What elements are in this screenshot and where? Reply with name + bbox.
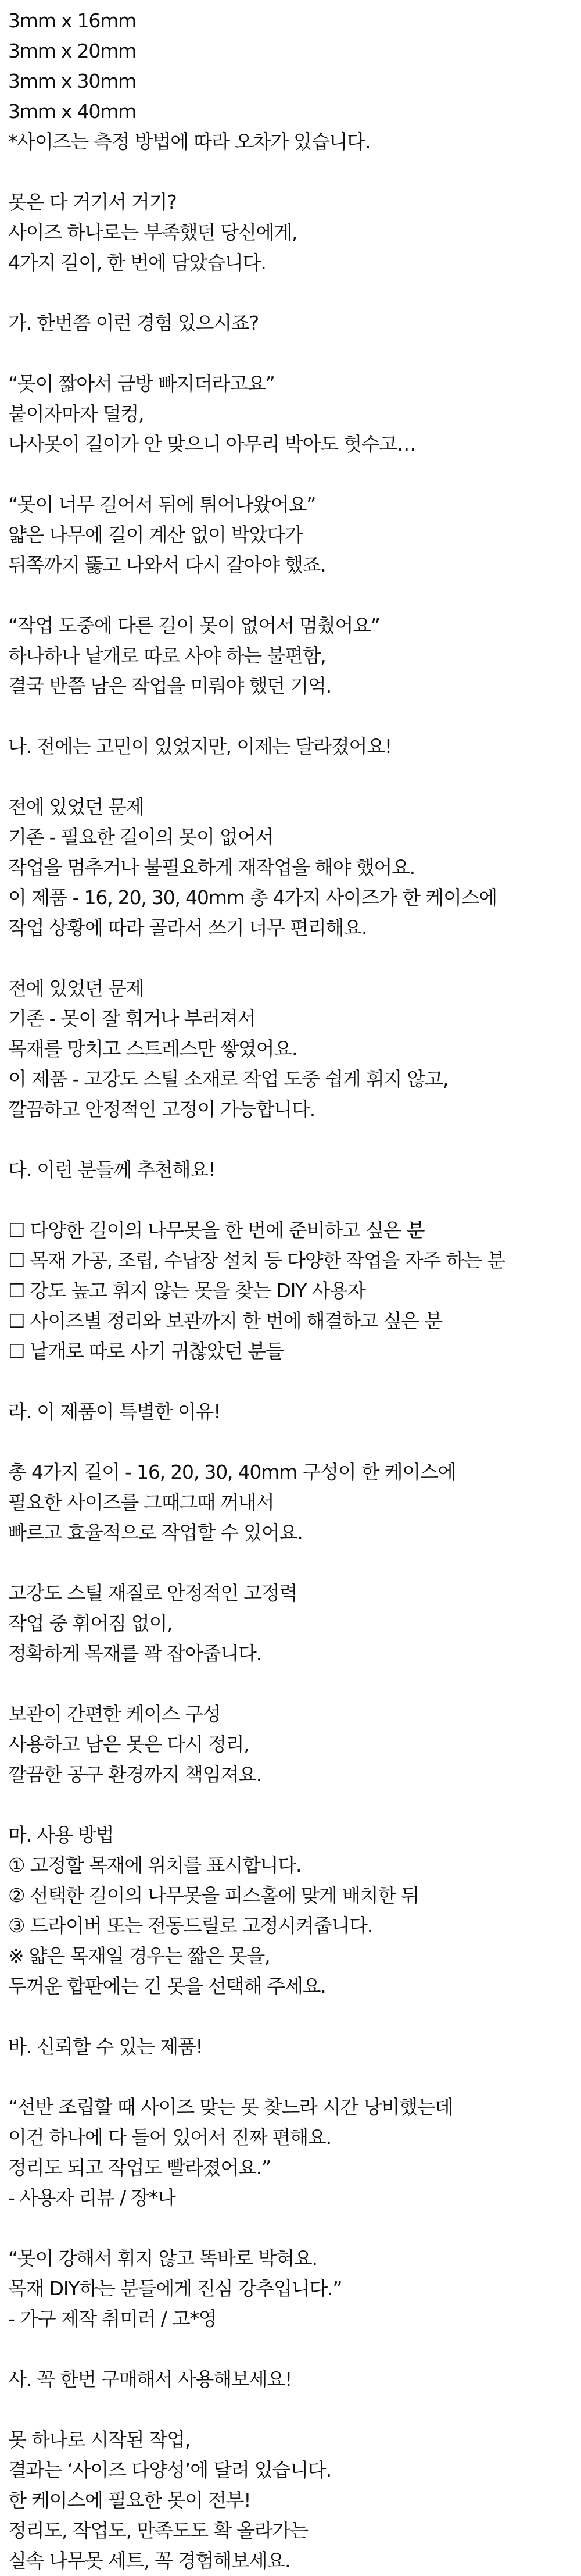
spacer xyxy=(8,2001,581,2032)
intro xyxy=(8,187,581,278)
quote-line: 결국 반쯤 남은 작업을 미뤄야 했던 기억. xyxy=(8,675,331,697)
size-list xyxy=(8,6,581,157)
usage-step: 두꺼운 합판에는 긴 못을 선택해 주세요. xyxy=(8,1975,326,1997)
quote-line: 뒤쪽까지 뚫고 나와서 다시 갈아야 했죠. xyxy=(8,554,326,576)
spacer xyxy=(8,2062,581,2092)
spacer xyxy=(8,1367,581,1397)
section-experience xyxy=(8,308,581,701)
section-closing xyxy=(8,2364,581,2576)
spacer xyxy=(8,1427,581,1457)
size-item: 3mm x 16mm xyxy=(8,9,137,32)
spacer xyxy=(8,338,581,369)
size-item: 3mm x 20mm xyxy=(8,40,137,62)
section-before-after xyxy=(8,732,581,1125)
problem-line: 목재를 망치고 스트레스만 쌓였어요. xyxy=(8,1037,297,1060)
spacer xyxy=(8,1669,581,1699)
quote-line: “못이 너무 길어서 뒤에 튀어나왔어요” xyxy=(8,493,316,516)
section-heading: 마. 사용 방법 xyxy=(8,1824,114,1846)
usage-step: ③ 드라이버 또는 전동드릴로 고정시켜줍니다. xyxy=(8,1914,373,1937)
problem-line: 이 제품 - 고강도 스틸 소재로 작업 도중 쉽게 휘지 않고, xyxy=(8,1068,449,1090)
section-heading: 바. 신뢰할 수 있는 제품! xyxy=(8,2035,203,2058)
quote-line: 붙이자마자 덜컹, xyxy=(8,402,144,425)
review-author: - 가구 제작 취미러 / 고*영 xyxy=(8,2307,217,2330)
size-note: *사이즈는 측정 방법에 따라 오차가 있습니다. xyxy=(8,130,371,153)
usage-step: ① 고정할 목재에 위치를 표시합니다. xyxy=(8,1854,302,1876)
problem-line: 기존 - 필요한 길이의 못이 없어서 xyxy=(8,826,273,848)
closing-line: 정리도, 작업도, 만족도도 확 올라가는 xyxy=(8,2519,308,2542)
quote-line: 얇은 나무에 길이 계산 없이 박았다가 xyxy=(8,523,303,546)
section-heading: 다. 이런 분들께 추천해요! xyxy=(8,1158,215,1181)
closing-line: 한 케이스에 필요한 못이 전부! xyxy=(8,2489,251,2511)
review-line: 정리도 되고 작업도 빨라졌어요.” xyxy=(8,2156,271,2179)
section-heading: 나. 전에는 고민이 있었지만, 이제는 달라졌어요! xyxy=(8,735,392,758)
section-reviews xyxy=(8,2032,581,2334)
feature-line: 총 4가지 길이 - 16, 20, 30, 40mm 구성이 한 케이스에 xyxy=(8,1461,456,1483)
section-usage xyxy=(8,1820,581,2001)
problem-line: 전에 있었던 문제 xyxy=(8,795,144,818)
section-heading: 가. 한번쯤 이런 경험 있으시죠? xyxy=(8,312,259,334)
usage-step: ※ 얇은 목재일 경우는 짧은 못을, xyxy=(8,1945,270,1967)
spacer xyxy=(8,1125,581,1155)
feature-line: 정확하게 목재를 꽉 잡아줍니다. xyxy=(8,1642,261,1665)
spacer xyxy=(8,1790,581,1820)
spacer xyxy=(8,157,581,187)
checklist-item: ☐ 다양한 길이의 나무못을 한 번에 준비하고 싶은 분 xyxy=(8,1219,425,1241)
spacer xyxy=(8,762,581,792)
feature-line: 필요한 사이즈를 그때그때 꺼내서 xyxy=(8,1491,274,1514)
problem-line: 작업 상황에 따라 골라서 쓰기 너무 편리해요. xyxy=(8,916,367,939)
closing-line: 못 하나로 시작된 작업, xyxy=(8,2428,191,2451)
checklist-item: ☐ 낱개로 따로 사기 귀찮았던 분들 xyxy=(8,1340,284,1362)
spacer xyxy=(8,278,581,308)
feature-line: 보관이 간편한 케이스 구성 xyxy=(8,1703,221,1725)
section-heading: 라. 이 제품이 특별한 이유! xyxy=(8,1400,221,1423)
quote-line: 하나하나 낱개로 따로 사야 하는 불편함, xyxy=(8,644,326,667)
section-recommend xyxy=(8,1155,581,1367)
quote-line: “못이 짧아서 금방 빠지더라고요” xyxy=(8,372,275,395)
problem-line: 기존 - 못이 잘 휘거나 부러져서 xyxy=(8,1007,256,1030)
spacer xyxy=(8,1548,581,1578)
spacer xyxy=(8,943,581,973)
problem-line: 전에 있었던 문제 xyxy=(8,977,144,1000)
spacer xyxy=(8,701,581,732)
review-author: - 사용자 리뷰 / 장*나 xyxy=(8,2186,175,2209)
review-line: 목재 DIY하는 분들에게 진심 강추입니다.” xyxy=(8,2277,342,2300)
size-item: 3mm x 30mm xyxy=(8,70,137,92)
review-line: 이건 하나에 다 들어 있어서 진짜 편해요. xyxy=(8,2126,331,2149)
feature-line: 고강도 스틸 재질로 안정적인 고정력 xyxy=(8,1582,297,1604)
problem-line: 깔끔하고 안정적인 고정이 가능합니다. xyxy=(8,1098,315,1121)
spacer xyxy=(8,580,581,611)
feature-line: 사용하고 남은 못은 다시 정리, xyxy=(8,1733,249,1756)
review-line: “못이 강해서 휘지 않고 똑바로 박혀요. xyxy=(8,2247,317,2270)
intro-line: 4가지 길이, 한 번에 담았습니다. xyxy=(8,251,266,274)
feature-line: 작업 중 휘어짐 없이, xyxy=(8,1612,173,1635)
spacer xyxy=(8,459,581,490)
feature-line: 깔끔한 공구 환경까지 책임져요. xyxy=(8,1763,261,1786)
size-item: 3mm x 40mm xyxy=(8,100,137,123)
checklist-item: ☐ 사이즈별 정리와 보관까지 한 번에 해결하고 싶은 분 xyxy=(8,1310,442,1332)
intro-line: 못은 다 거기서 거기? xyxy=(8,191,177,213)
checklist-item: ☐ 강도 높고 휘지 않는 못을 찾는 DIY 사용자 xyxy=(8,1279,365,1302)
section-heading: 사. 꼭 한번 구매해서 사용해보세요! xyxy=(8,2368,292,2391)
closing-line: 결과는 ‘사이즈 다양성’에 달려 있습니다. xyxy=(8,2459,331,2481)
usage-step: ② 선택한 길이의 나무못을 피스홀에 맞게 배치한 뒤 xyxy=(8,1884,419,1907)
closing-line: 실속 나무못 세트, 꼭 경험해보세요. xyxy=(8,2549,290,2572)
section-special xyxy=(8,1397,581,1790)
spacer xyxy=(8,2213,581,2243)
quote-line: “작업 도중에 다른 길이 못이 없어서 멈췄어요” xyxy=(8,614,380,637)
quote-line: 나사못이 길이가 안 맞으니 아무리 박아도 헛수고… xyxy=(8,433,416,455)
intro-line: 사이즈 하나로는 부족했던 당신에게, xyxy=(8,221,297,244)
problem-line: 이 제품 - 16, 20, 30, 40mm 총 4가지 사이즈가 한 케이스에 xyxy=(8,886,497,909)
spacer xyxy=(8,2395,581,2425)
problem-line: 작업을 멈추거나 불필요하게 재작업을 해야 했어요. xyxy=(8,856,415,879)
review-line: “선반 조립할 때 사이즈 맞는 못 찾느라 시간 낭비했는데 xyxy=(8,2096,453,2118)
spacer xyxy=(8,1185,581,1215)
feature-line: 빠르고 효율적으로 작업할 수 있어요. xyxy=(8,1521,303,1544)
checklist-item: ☐ 목재 가공, 조립, 수납장 설치 등 다양한 작업을 자주 하는 분 xyxy=(8,1249,505,1272)
spacer xyxy=(8,2334,581,2364)
